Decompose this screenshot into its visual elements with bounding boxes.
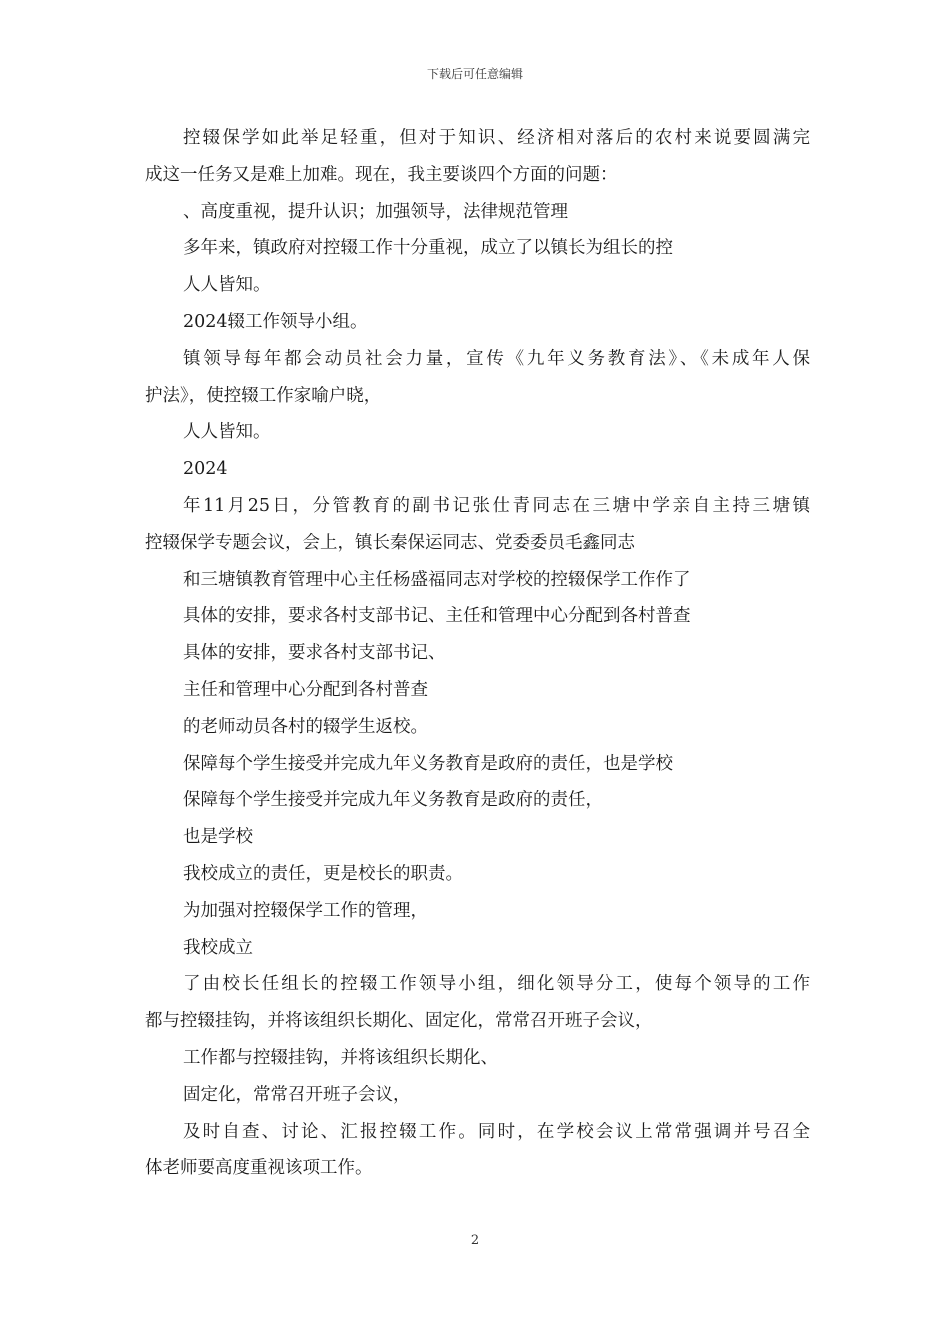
text-line: 、高度重视，提升认识；加强领导，法律规范管理 <box>183 201 568 222</box>
text-line: 保障每个学生接受并完成九年义务教育是政府的责任， <box>183 790 603 811</box>
text-line: 为加强对控辍保学工作的管理， <box>183 900 428 921</box>
text-line: 主任和管理中心分配到各村普查 <box>183 679 428 700</box>
text-line: 2024辍工作领导小组。 <box>183 311 368 332</box>
text-line: 人人皆知。 <box>183 275 271 296</box>
document-body <box>145 120 810 1187</box>
text-line: 镇领导每年都会动员社会力量，宣传《九年义务教育法》、《未成年人保 <box>183 348 810 369</box>
text-line: 的老师动员各村的辍学生返校。 <box>183 716 428 737</box>
text-line: 控辍保学专题会议，会上，镇长秦保运同志、党委委员毛鑫同志 <box>145 532 635 553</box>
text-line: 多年来，镇政府对控辍工作十分重视，成立了以镇长为组长的控 <box>183 238 673 259</box>
page-number: 2 <box>470 1233 480 1248</box>
text-line: 了由校长任组长的控辍工作领导小组，细化领导分工，使每个领导的工作 <box>183 974 810 995</box>
text-line: 护法》，使控辍工作家喻户晓， <box>145 385 382 406</box>
text-line: 体老师要高度重视该项工作。 <box>145 1158 373 1179</box>
text-line: 固定化，常常召开班子会议， <box>183 1084 411 1105</box>
text-line: 成这一任务又是难上加难。现在，我主要谈四个方面的问题： <box>145 164 618 185</box>
text-line: 保障每个学生接受并完成九年义务教育是政府的责任，也是学校 <box>183 753 673 774</box>
text-line: 也是学校 <box>183 827 253 848</box>
text-line: 都与控辍挂钩，并将该组织长期化、固定化，常常召开班子会议， <box>145 1011 653 1032</box>
text-line: 具体的安排，要求各村支部书记、主任和管理中心分配到各村普查 <box>183 606 691 627</box>
text-line: 2024 <box>183 459 228 480</box>
page-header: 下载后可任意编辑 <box>426 67 523 81</box>
text-line: 和三塘镇教育管理中心主任杨盛福同志对学校的控辍保学工作作了 <box>183 569 691 590</box>
text-line: 年11月25日，分管教育的副书记张仕青同志在三塘中学亲自主持三塘镇 <box>183 495 810 516</box>
text-line: 工作都与控辍挂钩，并将该组织长期化、 <box>183 1047 498 1068</box>
text-line: 我校成立的责任，更是校长的职责。 <box>183 863 463 884</box>
text-line: 人人皆知。 <box>183 422 271 443</box>
text-line: 我校成立 <box>183 937 253 958</box>
text-line: 控辍保学如此举足轻重，但对于知识、经济相对落后的农村来说要圆满完 <box>183 128 810 148</box>
text-line: 及时自查、讨论、汇报控辍工作。同时，在学校会议上常常强调并号召全 <box>183 1121 810 1142</box>
text-line: 具体的安排，要求各村支部书记、 <box>183 643 446 664</box>
